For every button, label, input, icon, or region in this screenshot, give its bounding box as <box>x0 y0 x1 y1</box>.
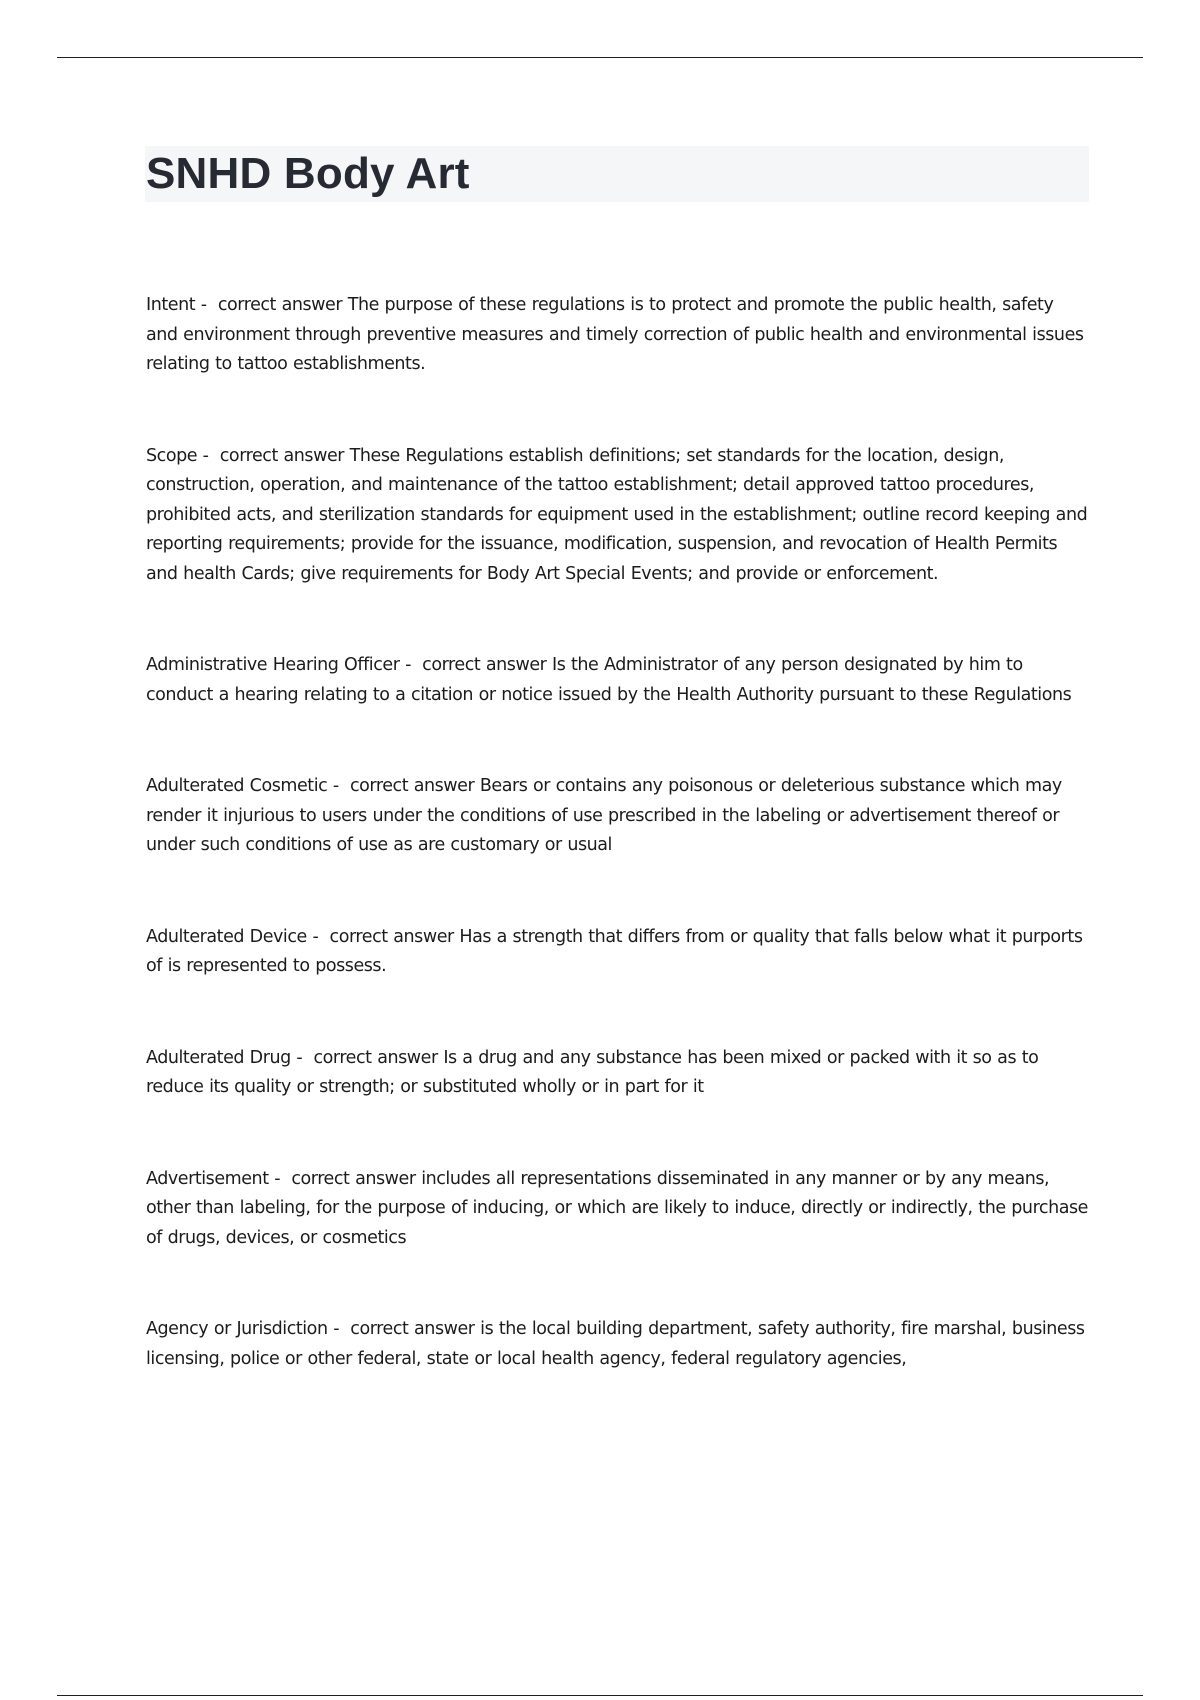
entry-adulterated-drug <box>146 1044 1090 1103</box>
entry-separator: - correct answer <box>327 1319 481 1339</box>
entry-answer: Bears or contains any poisonous or deleterious substance which may render it injurious to users under the conditions of use prescribed in the labeling or advertisement thereof or under such conditions of use as are customary or usual <box>146 776 1062 855</box>
entry-agency-or-jurisdiction <box>146 1315 1090 1374</box>
entry-term: Intent <box>146 295 196 315</box>
entry-scope <box>146 442 1090 590</box>
entry-separator: - correct answer <box>306 926 460 947</box>
entry-term: Agency or Jurisdiction <box>146 1319 328 1339</box>
entry-term: Scope <box>146 445 198 466</box>
entry-answer: The purpose of these regulations is to protect and promote the public health, safety and environment through preventive measures and timely correction of public health and environmental issues relating to tattoo establishments. <box>146 295 1084 374</box>
entry-separator: - correct answer <box>268 1168 422 1189</box>
entry-answer: These Regulations establish definitions; set standards for the location, design, construction, operation, and maintenance of the tattoo establishment; detail approved tattoo procedures, prohibited acts, and sterilization standards for equipment used in the establishment; outline record keeping and reporting requirements; provide for the issuance, modification, suspension, and revocation of Health Permits and health Cards; give requirements for Body Art Special Events; and provide or enforcement. <box>146 445 1088 584</box>
entry-term: Adulterated Drug <box>146 1047 291 1068</box>
entry-term: Adulterated Cosmetic <box>146 776 328 796</box>
entry-separator: - correct answer <box>399 655 553 675</box>
entry-answer: is the local building department, safety authority, fire marshal, business licensing, police or other federal, state or local health agency, federal regulatory agencies, <box>146 1319 1085 1369</box>
entry-term: Advertisement <box>146 1168 269 1189</box>
entry-administrative-hearing-officer <box>146 651 1090 710</box>
entry-advertisement <box>146 1165 1090 1254</box>
entry-adulterated-cosmetic <box>146 772 1090 861</box>
entry-adulterated-device <box>146 923 1090 982</box>
document-body <box>146 291 1090 1436</box>
entry-separator: - correct answer <box>290 1047 444 1068</box>
entry-answer: includes all representations disseminated in any manner or by any means, other than labeling, for the purpose of inducing, or which are likely to induce, directly or indirectly, the purchase of drugs, devices, or cosmetics <box>146 1168 1088 1248</box>
entry-answer: Has a strength that differs from or quality that falls below what it purports of is represented to possess. <box>146 926 1083 976</box>
entry-answer: Is a drug and any substance has been mixed or packed with it so as to reduce its quality or strength; or substituted wholly or in part for it <box>146 1047 1039 1097</box>
entry-intent <box>146 291 1090 380</box>
entry-answer: Is the Administrator of any person designated by him to conduct a hearing relating to a citation or notice issued by the Health Authority pursuant to these Regulations <box>146 655 1072 705</box>
entry-separator: - correct answer <box>327 776 480 796</box>
document-title: SNHD Body Art <box>146 149 470 198</box>
top-rule <box>57 57 1143 58</box>
bottom-rule <box>57 1695 1143 1696</box>
entry-separator: - correct answer <box>195 295 348 315</box>
entry-separator: - correct answer <box>197 445 350 466</box>
entry-term: Administrative Hearing Officer <box>146 655 400 675</box>
entry-term: Adulterated Device <box>146 926 307 947</box>
